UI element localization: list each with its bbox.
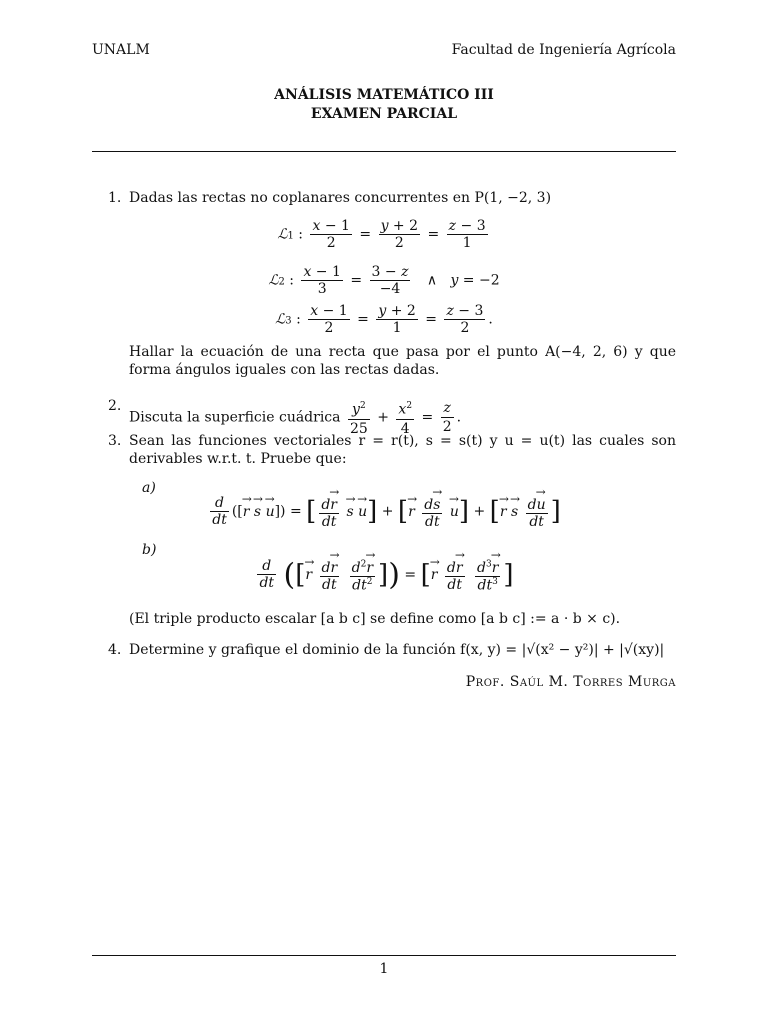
header-institution: UNALM (92, 42, 150, 58)
triple-product-note: (El triple producto escalar [a b c] se define como [a b c] := a · b × c). (129, 611, 621, 627)
problem-1 (108, 189, 676, 207)
professor-signature: Prof. Saúl M. Torres Murga (465, 674, 676, 690)
problem-text: Dadas las rectas no coplanares concurrentes en P(1, −2, 3) (129, 190, 552, 206)
problem-text: Discuta la superficie cuádrica $\frac{y^2}{25}$ + $\frac{x^2}{4}$ = $\frac{z}{2}$ . (129, 397, 676, 438)
problem-text: Sean las funciones vectoriales r = r(t), s = s(t) y u = u(t) las cuales son derivables w.r.t. t. Pruebe que: (129, 433, 676, 467)
exam-title (0, 86, 768, 124)
footer-divider (92, 955, 676, 956)
problem-number: 3. (108, 433, 122, 449)
exam-title-course: ANÁLISIS MATEMÁTICO III (274, 87, 494, 103)
problem-number: 1. (108, 190, 122, 206)
equation-line-l2: ℒ2 : $\frac{x - 1}{3}$ = $\frac{3 - z}{-4}$ ∧ y = −2 (268, 264, 500, 297)
problem-1-followup (108, 343, 676, 379)
equation-part-b: $\frac{d}{dt}$ ([→ r $\frac{d\to r}{dt}$ $\frac{d^2\to r}{dt^2}$ ]) = [→ r $\frac{d\to r}{dt}$ $\frac{d^3\to r}{dt^3}$ ] (0, 556, 768, 594)
equation-part-a: $\frac{d}{dt}$ ([→ r → s → u]) = [ $\frac{d\to r}{dt}$ → s → u] + [→ r $\frac{d\to s}{dt}$ → u] + [→ r → s $\frac{d\to u}{dt}$ ] (0, 493, 768, 530)
part-label-a: a) (142, 480, 156, 496)
equation-line-l1: ℒ1 : $\frac{x - 1}{2}$ = $\frac{y + 2}{2}$ = $\frac{z - 3}{1}$ (277, 218, 486, 251)
page-number: 1 (379, 961, 389, 977)
problem-text: Hallar la ecuación de una recta que pasa por el punto A(−4, 2, 6) y que forma ángulos iguales con las rectas dadas. (129, 344, 676, 378)
exam-title-type: EXAMEN PARCIAL (310, 106, 458, 122)
problem-text: Determine y grafique el dominio de la función f(x, y) = |√(x² − y²)| + |√(xy)| (129, 642, 665, 658)
problem-4 (108, 641, 676, 659)
part-label-b: b) (142, 542, 157, 558)
problem-number: 4. (108, 642, 122, 658)
header-faculty: Facultad de Ingeniería Agrícola (451, 42, 676, 58)
title-divider (92, 151, 676, 152)
problem-3 (108, 432, 676, 468)
equation-line-l3: ℒ3 : $\frac{x - 1}{2}$ = $\frac{y + 2}{1}$ = $\frac{z - 3}{2}$ . (275, 303, 493, 336)
problem-2-label: Discuta la superficie cuádrica (129, 409, 341, 426)
problem-number: 2. (108, 398, 122, 414)
